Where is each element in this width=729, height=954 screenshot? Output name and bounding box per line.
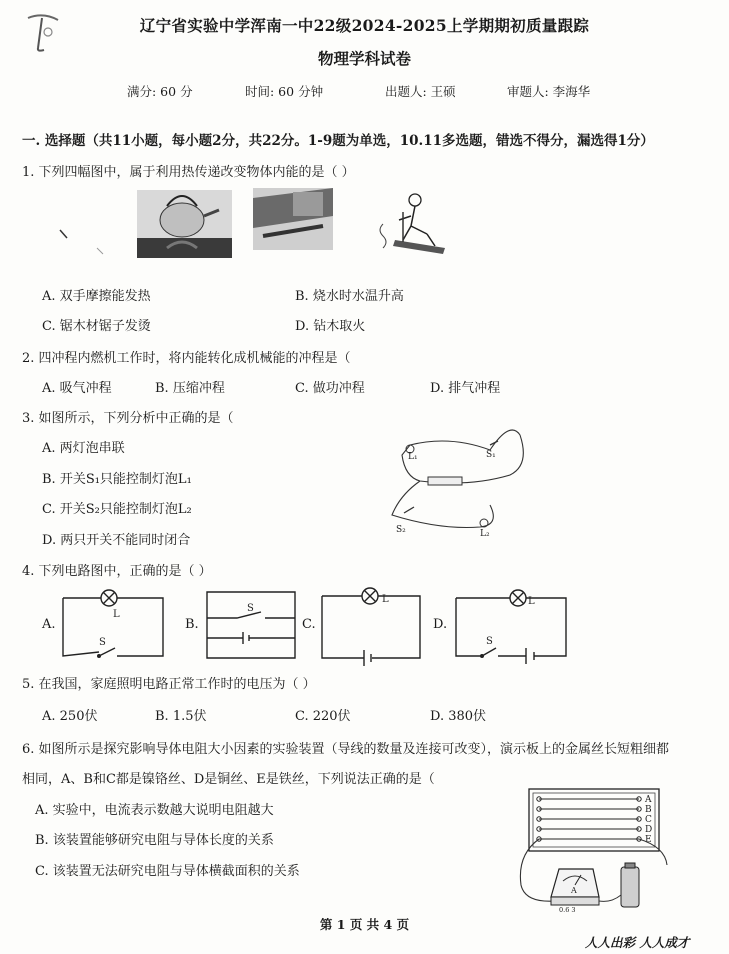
q6-apparatus-figure — [515, 785, 690, 915]
q5-option-b[interactable]: B. 1.5伏 — [155, 709, 207, 724]
q1-option-c[interactable]: C. 锯木材锯子发烫 — [42, 319, 151, 334]
q3-option-a[interactable]: A. 两灯泡串联 — [42, 441, 125, 456]
q3-label-l1: L₁ — [408, 452, 418, 462]
q4-circuit-a[interactable] — [63, 590, 163, 662]
q3-stem: 3. 如图所示，下列分析中正确的是（ — [22, 411, 234, 426]
question-author: 出题人: 王硕 — [385, 84, 456, 99]
q4-stem: 4. 下列电路图中，正确的是（ ） — [22, 564, 212, 579]
q6-wire-label-d: D — [645, 825, 653, 835]
q1-image-saw — [253, 188, 333, 250]
q4d-label-l: L — [528, 596, 535, 607]
q2-option-c[interactable]: C. 做功冲程 — [295, 381, 365, 396]
q1-option-b[interactable]: B. 烧水时水温升高 — [295, 289, 404, 304]
q4-circuit-b[interactable] — [207, 592, 295, 660]
q5-stem: 5. 在我国，家庭照明电路正常工作时的电压为（ ） — [22, 677, 316, 692]
q6-stem-line2: 相同，A、B和C都是镍铬丝、D是铜丝、E是铁丝，下列说法正确的是（ — [22, 772, 435, 787]
q2-option-d[interactable]: D. 排气冲程 — [430, 381, 501, 396]
q6-stem-line1: 6. 如图所示是探究影响导体电阻大小因素的实验装置（导线的数量及连接可改变），演示板上的金属丝长短粗细都 — [22, 742, 670, 757]
q2-option-a[interactable]: A. 吸气冲程 — [42, 381, 112, 396]
q6-wire-label-a: A — [645, 795, 652, 805]
q4-option-b[interactable]: B. — [185, 617, 199, 632]
q4-option-d[interactable]: D. — [433, 617, 448, 632]
q6-ammeter-label: A — [571, 886, 577, 895]
page-number: 第 1 页 共 4 页 — [319, 917, 410, 932]
q3-option-c[interactable]: C. 开关S₂只能控制灯泡L₂ — [42, 502, 192, 517]
q4-option-a[interactable]: A. — [42, 617, 56, 632]
q5-option-a[interactable]: A. 250伏 — [42, 709, 98, 724]
q3-label-s2: S₂ — [396, 525, 406, 535]
q4a-label-s: S — [99, 637, 106, 648]
q4a-label-l: L — [113, 609, 120, 620]
q5-option-d[interactable]: D. 380伏 — [430, 709, 487, 724]
q4-circuit-c[interactable] — [322, 590, 420, 662]
q6-wire-label-e: E — [645, 835, 652, 845]
q4b-label-s: S — [247, 603, 254, 614]
q4-circuit-d[interactable] — [456, 590, 566, 662]
section-heading: 一. 选择题（共11小题，每小题2分，共22分。1-9题为单选，10.11多选题，错选不得分，漏选得1分） — [22, 133, 654, 149]
q3-option-b[interactable]: B. 开关S₁只能控制灯泡L₁ — [42, 472, 192, 487]
q5-option-c[interactable]: C. 220伏 — [295, 709, 351, 724]
exam-subtitle: 物理学科试卷 — [317, 49, 411, 68]
q4c-label-l: L — [382, 594, 389, 605]
q6-wire-label-b: B — [645, 805, 652, 815]
q2-stem: 2. 四冲程内燃机工作时，将内能转化成机械能的冲程是（ — [22, 351, 351, 366]
q1-option-a[interactable]: A. 双手摩擦能发热 — [42, 289, 151, 304]
q1-option-d[interactable]: D. 钻木取火 — [295, 319, 366, 334]
q1-image-hands — [55, 220, 115, 260]
q6-ammeter-scale: 0.6 3 — [559, 906, 576, 914]
q1-image-kettle — [137, 190, 232, 258]
exam-title: 辽宁省实验中学浑南一中22级2024-2025上学期期初质量跟踪 — [139, 16, 590, 35]
q3-label-l2: L₂ — [480, 529, 490, 539]
exam-time: 时间: 60 分钟 — [245, 84, 324, 99]
q1-stem: 1. 下列四幅图中，属于利用热传递改变物体内能的是（ ） — [22, 165, 355, 180]
q4-option-c[interactable]: C. — [302, 617, 316, 632]
full-marks: 满分: 60 分 — [127, 84, 193, 99]
question-reviewer: 审题人: 李海华 — [507, 84, 591, 99]
q6-option-c[interactable]: C. 该装置无法研究电阻与导体横截面积的关系 — [35, 864, 300, 879]
q6-option-b[interactable]: B. 该装置能够研究电阻与导体长度的关系 — [35, 833, 274, 848]
q3-circuit-figure — [380, 415, 530, 540]
q4d-label-s: S — [486, 636, 493, 647]
q6-wire-label-c: C — [645, 815, 652, 825]
school-slogan: 人人出彩 人人成才 — [585, 935, 690, 950]
q3-option-d[interactable]: D. 两只开关不能同时闭合 — [42, 533, 191, 548]
q1-image-fire-drill — [375, 190, 455, 255]
q3-label-s1: S₁ — [486, 450, 496, 460]
q6-option-a[interactable]: A. 实验中，电流表示数越大说明电阻越大 — [35, 803, 274, 818]
q2-option-b[interactable]: B. 压缩冲程 — [155, 381, 225, 396]
